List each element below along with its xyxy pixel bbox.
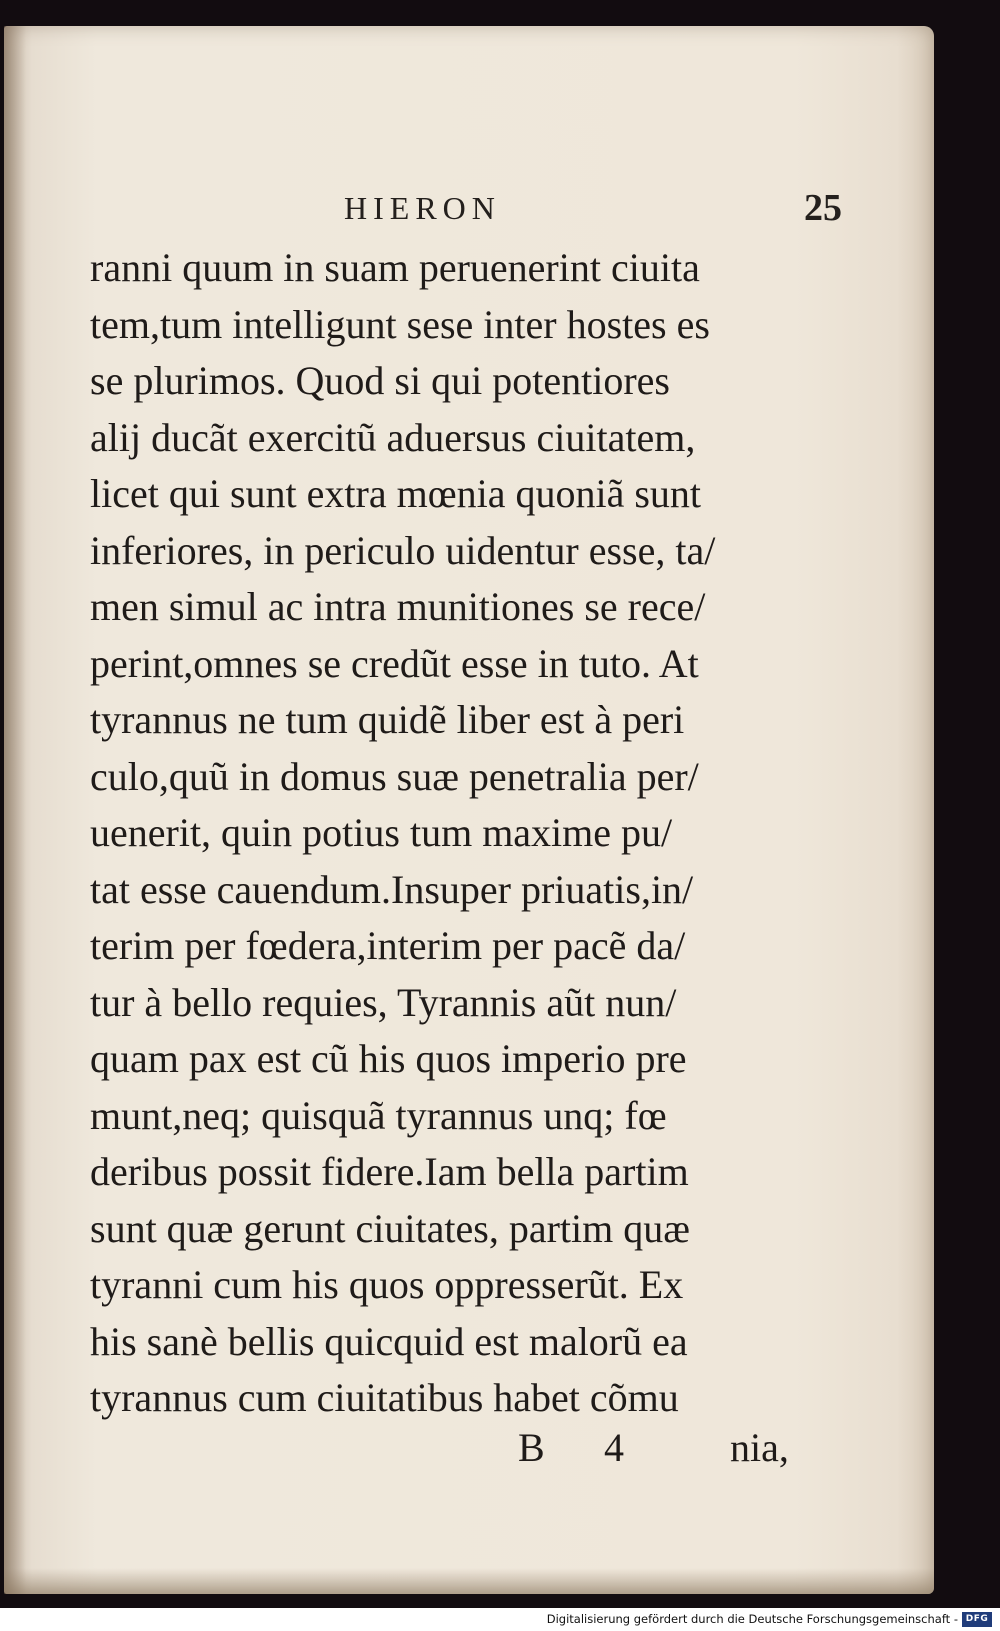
text-line: inferiores, in periculo uidentur esse, ta/ (90, 527, 716, 573)
signature-number: 4 (604, 1425, 624, 1470)
text-line: tyranni cum his quos oppresserũt. Ex (90, 1262, 684, 1307)
text-line: licet qui sunt extra mœnia quoniã sunt (90, 471, 701, 516)
text-line: culo,quũ in domus suæ penetralia per/ (90, 753, 699, 799)
text-line: uenerit, quin potius tum maxime pu/ (90, 810, 673, 855)
text-line: se plurimos. Quod si qui potentiores (90, 358, 670, 403)
text-line: tat esse cauendum.Insuper priuatis,in/ (90, 866, 694, 912)
text-block (90, 240, 820, 1427)
folio-number: 25 (804, 187, 842, 229)
text-line: ranni quum in suam peruenerint ciuita (90, 245, 700, 290)
text-line: quam pax est cũ his quos imperio pre (90, 1036, 687, 1081)
text-line: sunt quæ gerunt ciuitates, partim quæ (90, 1205, 690, 1251)
signature-line (4, 1424, 934, 1480)
text-line: tur à bello requies, Tyrannis aũt nun/ (90, 979, 677, 1025)
text-line: tem,tum intelligunt sese inter hostes es (90, 301, 710, 347)
page-gutter-shadow (4, 26, 26, 1594)
text-line: men simul ac intra munitiones se rece/ (90, 584, 706, 629)
text-line: his sanè bellis quicquid est malorũ ea (90, 1318, 688, 1364)
dfg-logo-icon: DFG (962, 1612, 992, 1627)
text-line: perint,omnes se credũt esse in tuto. At (90, 640, 699, 686)
digitization-credit-bar (0, 1610, 1000, 1631)
text-line: alij ducãt exercitũ aduersus ciuitatem, (90, 414, 696, 460)
signature-mark: B (518, 1425, 545, 1470)
text-line: munt,neq; quisquã tyrannus unq; fœ (90, 1092, 667, 1138)
book-page (4, 26, 934, 1594)
running-head: HIERON (344, 190, 501, 226)
page-bottom-edge (4, 1568, 934, 1594)
text-line: terim per fœdera,interim per pacẽ da/ (90, 923, 686, 968)
text-line: tyrannus cum ciuitatibus habet cõmu (90, 1375, 679, 1420)
catchword: nia, (730, 1425, 789, 1470)
text-line: deribus possit fidere.Iam bella partim (90, 1149, 689, 1194)
digitization-credit-text: Digitalisierung gefördert durch die Deutsche Forschungsgemeinschaft - (546, 1612, 958, 1626)
text-line: tyrannus ne tum quidẽ liber est à peri (90, 697, 685, 742)
